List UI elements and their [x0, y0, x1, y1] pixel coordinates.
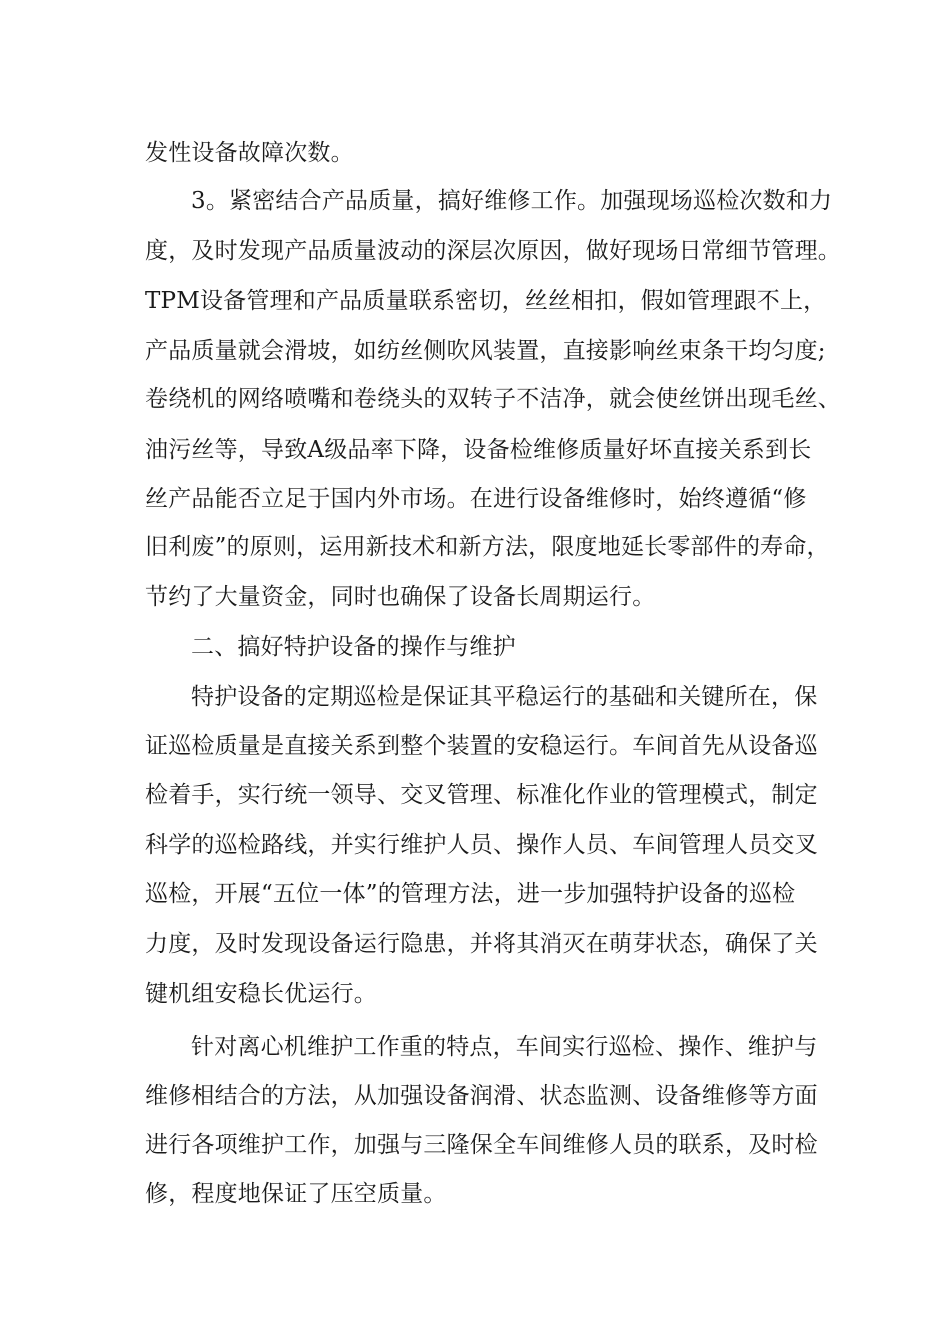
text-line-14: 检着手，实行统一领导、交叉管理、标准化作业的管理模式，制定	[145, 782, 818, 808]
text-line-20: 维修相结合的方法，从加强设备润滑、状态监测、设备维修等方面	[145, 1083, 818, 1109]
text-line-5: 产品质量就会滑坡，如纺丝侧吹风装置，直接影响丝束条干均匀度;	[145, 338, 826, 364]
section-heading: 二、搞好特护设备的操作与维护	[191, 634, 516, 660]
text-line-21: 进行各项维护工作，加强与三隆保全车间维修人员的联系，及时检	[145, 1132, 818, 1158]
text-line-4: TPM设备管理和产品质量联系密切，丝丝相扣，假如管理跟不上，	[145, 288, 827, 314]
text-line-2: 3。紧密结合产品质量，搞好维修工作。加强现场巡检次数和力	[191, 188, 833, 214]
text-line-19: 针对离心机维护工作重的特点，车间实行巡检、操作、维护与	[191, 1034, 818, 1060]
text-line-3: 度，及时发现产品质量波动的深层次原因，做好现场日常细节管理。	[145, 238, 841, 264]
text-line-1: 发性设备故障次数。	[145, 140, 354, 166]
text-line-13: 证巡检质量是直接关系到整个装置的安稳运行。车间首先从设备巡	[145, 733, 818, 759]
text-line-22: 修，程度地保证了压空质量。	[145, 1181, 447, 1207]
text-line-16: 巡检，开展“五位一体”的管理方法，进一步加强特护设备的巡检	[145, 881, 796, 907]
text-line-18: 键机组安稳长优运行。	[145, 981, 377, 1007]
text-line-15: 科学的巡检路线，并实行维护人员、操作人员、车间管理人员交叉	[145, 832, 818, 858]
text-line-12: 特护设备的定期巡检是保证其平稳运行的基础和关键所在，保	[191, 684, 818, 710]
text-line-8: 丝产品能否立足于国内外市场。在进行设备维修时，始终遵循“修	[145, 486, 807, 512]
text-line-6: 卷绕机的网络喷嘴和卷绕头的双转子不洁净，就会使丝饼出现毛丝、	[145, 386, 841, 412]
text-line-10: 节约了大量资金，同时也确保了设备长周期运行。	[145, 584, 656, 610]
text-line-7: 油污丝等，导致A级品率下降，设备检维修质量好坏直接关系到长	[145, 437, 812, 463]
text-line-17: 力度，及时发现设备运行隐患，并将其消灭在萌芽状态，确保了关	[145, 931, 818, 957]
text-line-9: 旧利废”的原则，运用新技术和新方法，限度地延长零部件的寿命，	[145, 534, 830, 560]
